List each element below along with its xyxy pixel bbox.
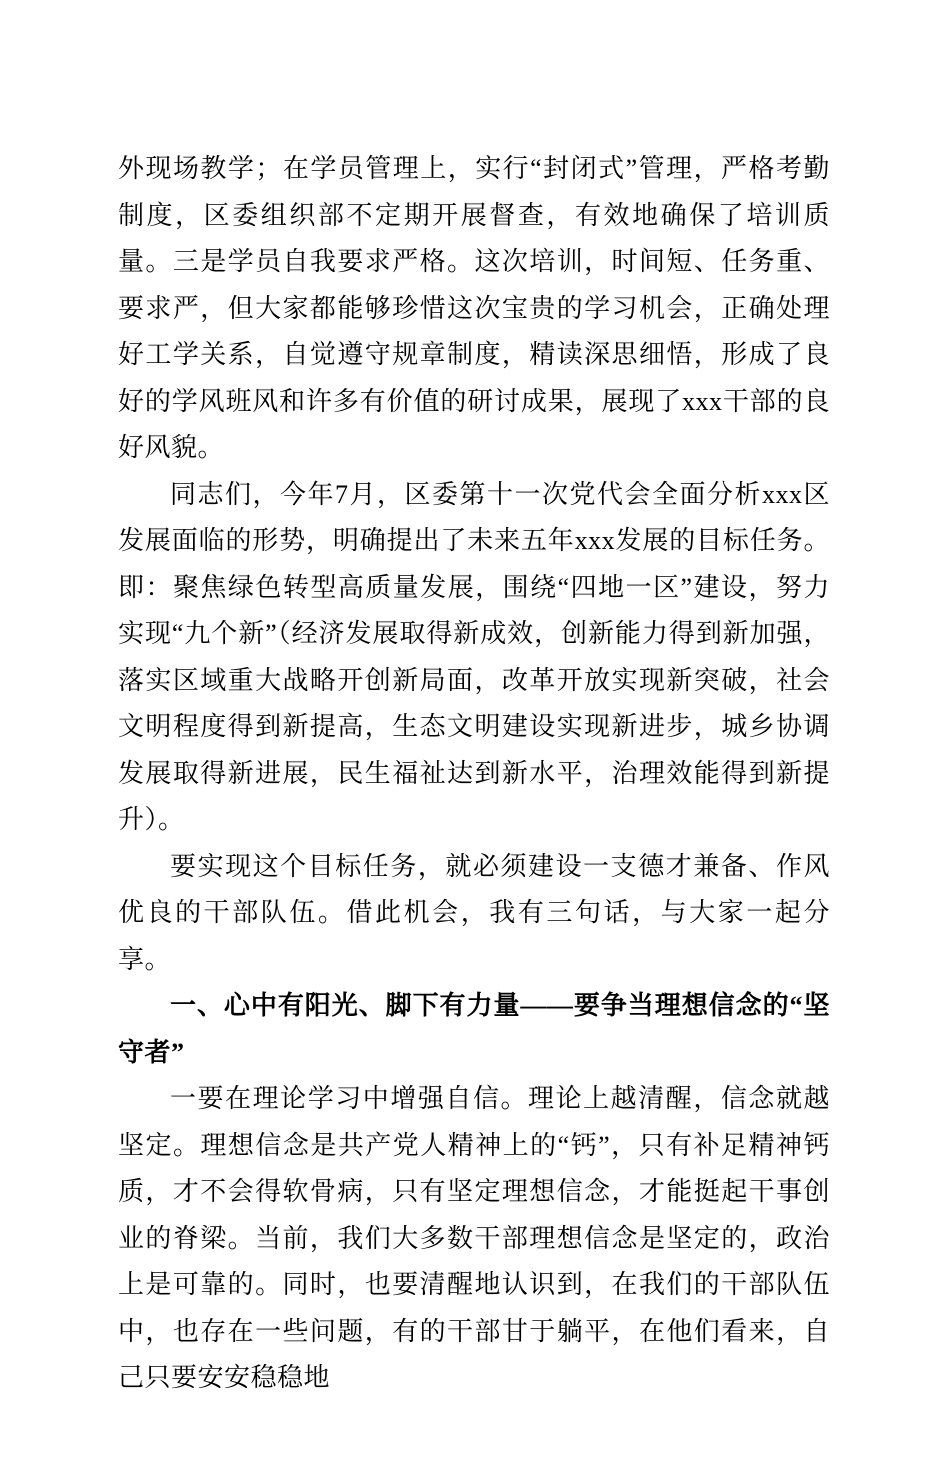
- section-heading: 一、心中有阳光、脚下有力量——要争当理想信念的“坚守者”: [118, 991, 830, 1067]
- paragraph-continuation: 外现场教学；在学员管理上，实行“封闭式”管理，严格考勤制度，区委组织部不定期开展督查，有效地确保了培训质量。三是学员自我要求严格。这次培训，时间短、任务重、要求严，但大家都能够珍惜这次宝贵的学习机会，正确处理好工学关系，自觉遵守规章制度，精读深思细悟，形成了良好的学风班风和许多有价值的研讨成果，展现了xxx干部的良好风貌。: [118, 154, 830, 462]
- paragraph: 一要在理论学习中增强自信。理论上越清醒，信念就越坚定。理想信念是共产党人精神上的“钙”，只有补足精神钙质，才不会得软骨病，只有坚定理想信念，才能挺起干事创业的脊梁。当前，我们大多数干部理想信念是坚定的，政治上是可靠的。同时，也要清醒地认识到，在我们的干部队伍中，也存在一些问题，有的干部甘于躺平，在他们看来，自己只要安安稳稳地: [118, 1084, 830, 1392]
- paragraph: 同志们，今年7月，区委第十一次党代会全面分析xxx区发展面临的形势，明确提出了未来五年xxx发展的目标任务。即：聚焦绿色转型高质量发展，围绕“四地一区”建设，努力实现“九个新”（经济发展取得新成效，创新能力得到新加强，落实区域重大战略开创新局面，改革开放实现新突破，社会文明程度得到新提高，生态文明建设实现新进步，城乡协调发展取得新进展，民生福祉达到新水平，治理效能得到新提升）。: [118, 479, 830, 834]
- paragraph: 要实现这个目标任务，就必须建设一支德才兼备、作风优良的干部队伍。借此机会，我有三句话，与大家一起分享。: [118, 851, 830, 974]
